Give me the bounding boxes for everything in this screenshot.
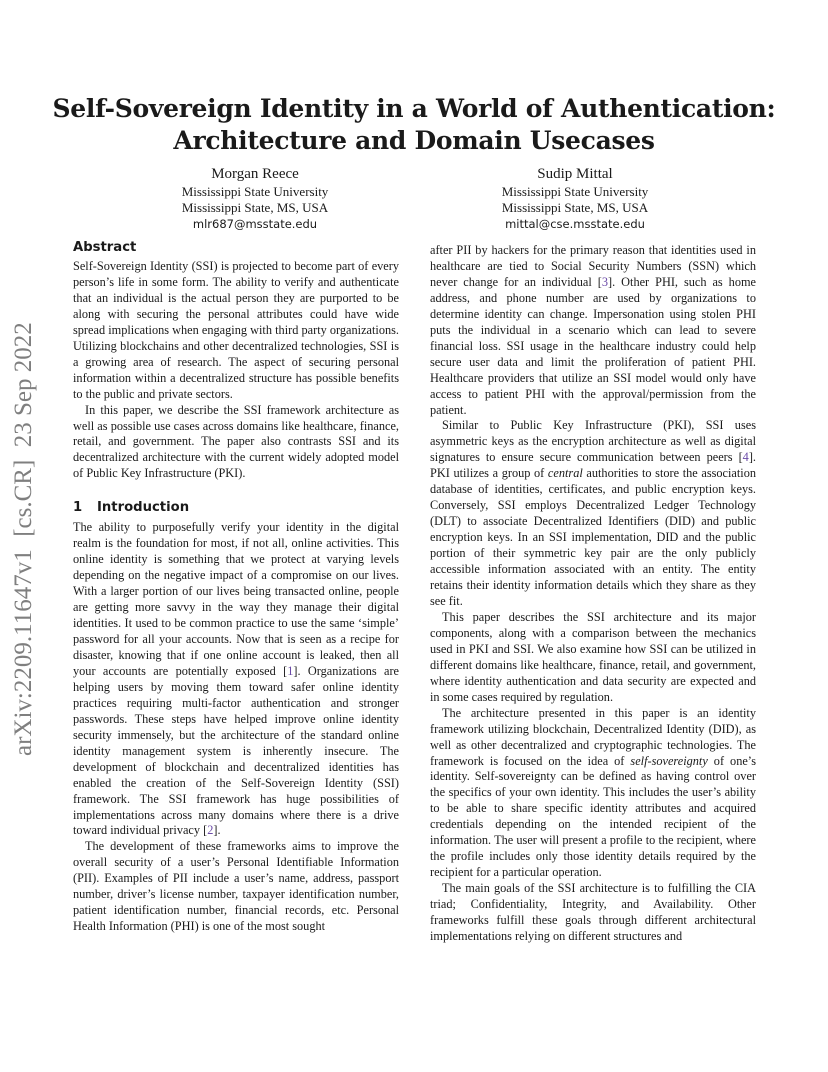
right-paragraph-2: Similar to Public Key Infrastructure (PKI), SSI uses asymmetric keys as the encryption architecture as well as digital signatures to ensure secure communication between peers [4]. PKI utilizes a group of central authorities to store the association database of identities, certificates, and public encryption keys. Conversely, SSI employs Decentralized Ledger Technology (DLT) to associate Decentralized Identifiers (DID) and public encryption keys. In an SSI implementation, DID and the public portion of their symmetric key pair are the only publicly accessible information associated with an entity. The entity retains their identity information details which they share as they see fit. [430, 418, 756, 608]
intro-paragraph-2: The development of these frameworks aims to improve the overall security of a user’s Personal Identifiable Information (PII). Examples of PII include a user’s name, address, passport number, driver’s license number, taxpayer identification number, patient identification number, financial records, etc. Personal Health Information (PHI) is one of the most sought [73, 839, 399, 934]
paper-title [0, 93, 828, 157]
citation-link[interactable]: 3 [601, 274, 609, 289]
citation-link[interactable]: 4 [742, 450, 749, 465]
arxiv-identifier-stamp: arXiv:2209.11647v1 [cs.CR] 23 Sep 2022 [10, 322, 37, 756]
author-location: Mississippi State, MS, USA [181, 200, 329, 215]
author-name: Morgan Reece [211, 166, 299, 182]
emphasis-central: central [547, 466, 583, 481]
section-number: 1 [73, 500, 83, 516]
left-column [73, 240, 399, 935]
paper-title-line-2: Architecture and Domain Usecases [173, 126, 655, 155]
author-affiliation: Mississippi State University [501, 184, 649, 199]
emphasis-self-sovereignty: self-sovereignty [630, 753, 708, 768]
abstract-paragraph-2: In this paper, we describe the SSI framework architecture as well as possible use cases across domains like healthcare, finance, retail, and government. The paper also contrasts SSI and its decentralized architecture with the current widely adopted model of Public Key Infrastructure (PKI). [73, 402, 399, 481]
author-email[interactable]: mittal@cse.msstate.edu [505, 217, 645, 231]
author-block-1 [130, 165, 380, 232]
right-paragraph-1: after PII by hackers for the primary reason that identities used in healthcare are tied to Social Security Numbers (SSN) which never change for an individual [3]. Other PHI, such as home address, and phone number are used by organizations to determine identity can change. Impersonation using stolen PHI puts the individual in a scenario which can lead to severe financial loss. SSI usage in the healthcare industry could help secure user data and limit the proliferation of patient PHI. Healthcare providers that utilize an SSI model would only have access to patient PHI with the approval/permission from the patient. [430, 243, 756, 417]
right-paragraph-4: The architecture presented in this paper is an identity framework utilizing blockchain, Decentralized Identity (DID), as well as other decentralized and cryptographic technologies. The framework is focused on the idea of self-sovereignty of one’s identity. Self-sovereignty can be defined as having control over the specifics of your own identity. This includes the user’s ability to be able to share specific identity attributes and acquired credentials depending on the intended recipient of the information. The user will present a profile to the recipient, where the profile includes only those identity details required by the recipient for a particular operation. [430, 705, 757, 880]
right-paragraph-3: This paper describes the SSI architecture and its major components, along with a comparison between the mechanics used in PKI and SSI. We also examine how SSI can be utilized in different domains like healthcare, finance, retail, and government, where identity authentication and data security are expected and in some cases required by regulation. [430, 609, 756, 704]
author-affiliation: Mississippi State University [181, 184, 329, 199]
right-column [430, 243, 756, 945]
section-heading-introduction [73, 500, 399, 516]
intro-paragraph-1: The ability to purposefully verify your identity in the digital realm is the foundation for most, if not all, online activities. This online identity is something that we protect at varying levels depending on the negative impact of a compromise on our lives. With a larger portion of our lives being transacted online, people are getting more savvy in the way they manage their digital identities. It used to be common practice to use the same ‘simple’ password for all your accounts. Now that is seen as a recipe for disaster, knowing that if one online account is leaked, then all your accounts are potentially exposed [1]. Organizations are helping users by moving them toward safer online identity practices requiring multi-factor authentication and stronger passwords. These steps have helped improve online identity security immensely, but the architecture of the standard online identity management system is inherently insecure. The development of blockchain and decentralized identities has enabled the creation of the Self-Sovereign Identity (SSI) framework. The SSI framework has huge possibilities of implementations across many domains where there is a drive toward individual privacy [2]. [73, 520, 399, 838]
author-name: Sudip Mittal [537, 166, 613, 182]
abstract-paragraph-1: Self-Sovereign Identity (SSI) is projected to become part of every person’s life in some form. The ability to verify and authenticate that an individual is the actual person they are purported to be along with securing the personal attributes could have wide spread implications when engaging with third party organizations. Utilizing blockchains and other decentralized technologies, SSI is a growing area of research. The aspect of securing personal information within a decentralized structure has possible benefits to the public and private sectors. [73, 259, 399, 401]
citation-link[interactable]: 1 [287, 663, 294, 678]
paper-title-line-1: Self-Sovereign Identity in a World of Authentication: [52, 94, 776, 123]
author-location: Mississippi State, MS, USA [501, 200, 649, 215]
section-title: Introduction [97, 500, 190, 516]
author-block-2 [450, 165, 700, 232]
author-email[interactable]: mlr687@msstate.edu [192, 217, 318, 231]
citation-link[interactable]: 2 [207, 823, 214, 838]
right-paragraph-5: The main goals of the SSI architecture is to fulfilling the CIA triad; Confidentiality, Integrity, and Availability. Other frameworks fulfill these goals through different architectural implementations relying on different structures and [430, 881, 756, 943]
abstract-heading: Abstract [73, 240, 137, 255]
